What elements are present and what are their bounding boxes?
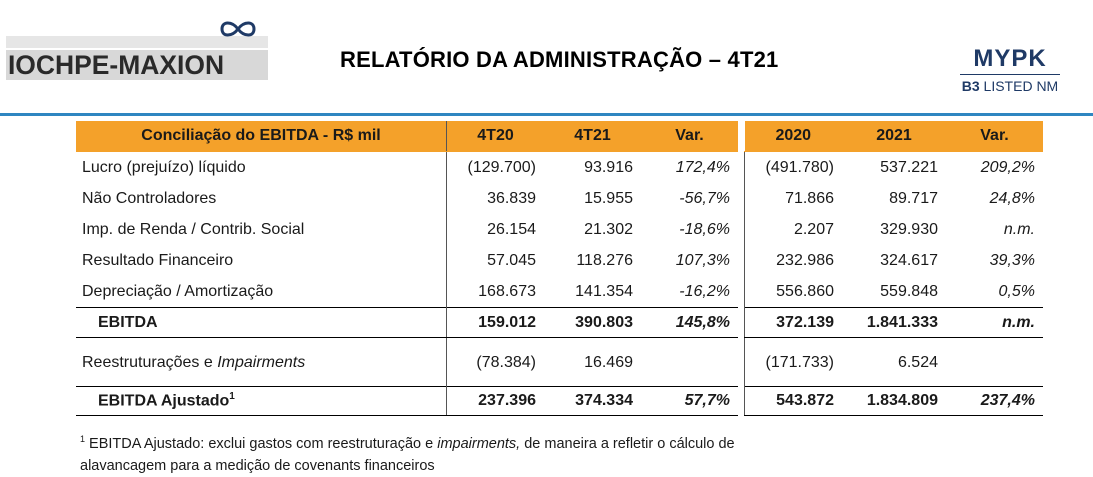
table-row: Não Controladores 36.839 15.955 -56,7% 71.866 89.717 24,8%	[76, 183, 1043, 214]
brand-divider	[960, 74, 1060, 75]
header-2021: 2021	[842, 121, 946, 152]
ebitda-reconciliation-table	[76, 121, 1043, 416]
restructuring-row: Reestruturações e Impairments (78.384) 16.469 (171.733) 6.524	[76, 348, 1043, 378]
header-4t21: 4T21	[544, 121, 641, 152]
listing-label: B3 LISTED NM	[961, 78, 1059, 94]
header-rule	[0, 113, 1093, 116]
infinity-logo-icon	[214, 16, 262, 42]
footnote-line-1: $^1$ EBITDA Ajustado: exclui gastos com reestruturação e impairments, de maneira a refletir o cálculo de	[80, 434, 735, 452]
brand-badge	[950, 46, 1070, 95]
ebitda-row: EBITDA 159.012 390.803 145,8% 372.139 1.841.333 n.m.	[76, 308, 1043, 338]
header-4t20: 4T20	[447, 121, 545, 152]
header-label: Conciliação do EBITDA - R$ mil	[76, 121, 447, 152]
ebitda-adjusted-row: EBITDA Ajustado$^1$ 237.396 374.334 57,7% 543.872 1.834.809 237,4%	[76, 387, 1043, 416]
header-var-quarter: Var.	[641, 121, 738, 152]
table-row: Depreciação / Amortização 168.673 141.354 -16,2% 556.860 559.848 0,5%	[76, 276, 1043, 308]
company-logo	[6, 18, 268, 82]
table-header-row	[76, 121, 1043, 152]
logo-wordmark: IOCHPE-MAXION	[6, 50, 268, 80]
footnote-line-2: alavancagem para a medição de covenants financeiros	[80, 457, 435, 474]
table-row: Lucro (prejuízo) líquido (129.700) 93.916 172,4% (491.780) 537.221 209,2%	[76, 152, 1043, 184]
ticker: MYPK	[973, 45, 1047, 72]
page-title: RELATÓRIO DA ADMINISTRAÇÃO – 4T21	[340, 47, 779, 72]
header-2020: 2020	[745, 121, 843, 152]
header-var-year: Var.	[946, 121, 1043, 152]
table-row: Imp. de Renda / Contrib. Social 26.154 21.302 -18,6% 2.207 329.930 n.m.	[76, 214, 1043, 245]
footnote	[80, 428, 980, 477]
table-row: Resultado Financeiro 57.045 118.276 107,3% 232.986 324.617 39,3%	[76, 245, 1043, 276]
